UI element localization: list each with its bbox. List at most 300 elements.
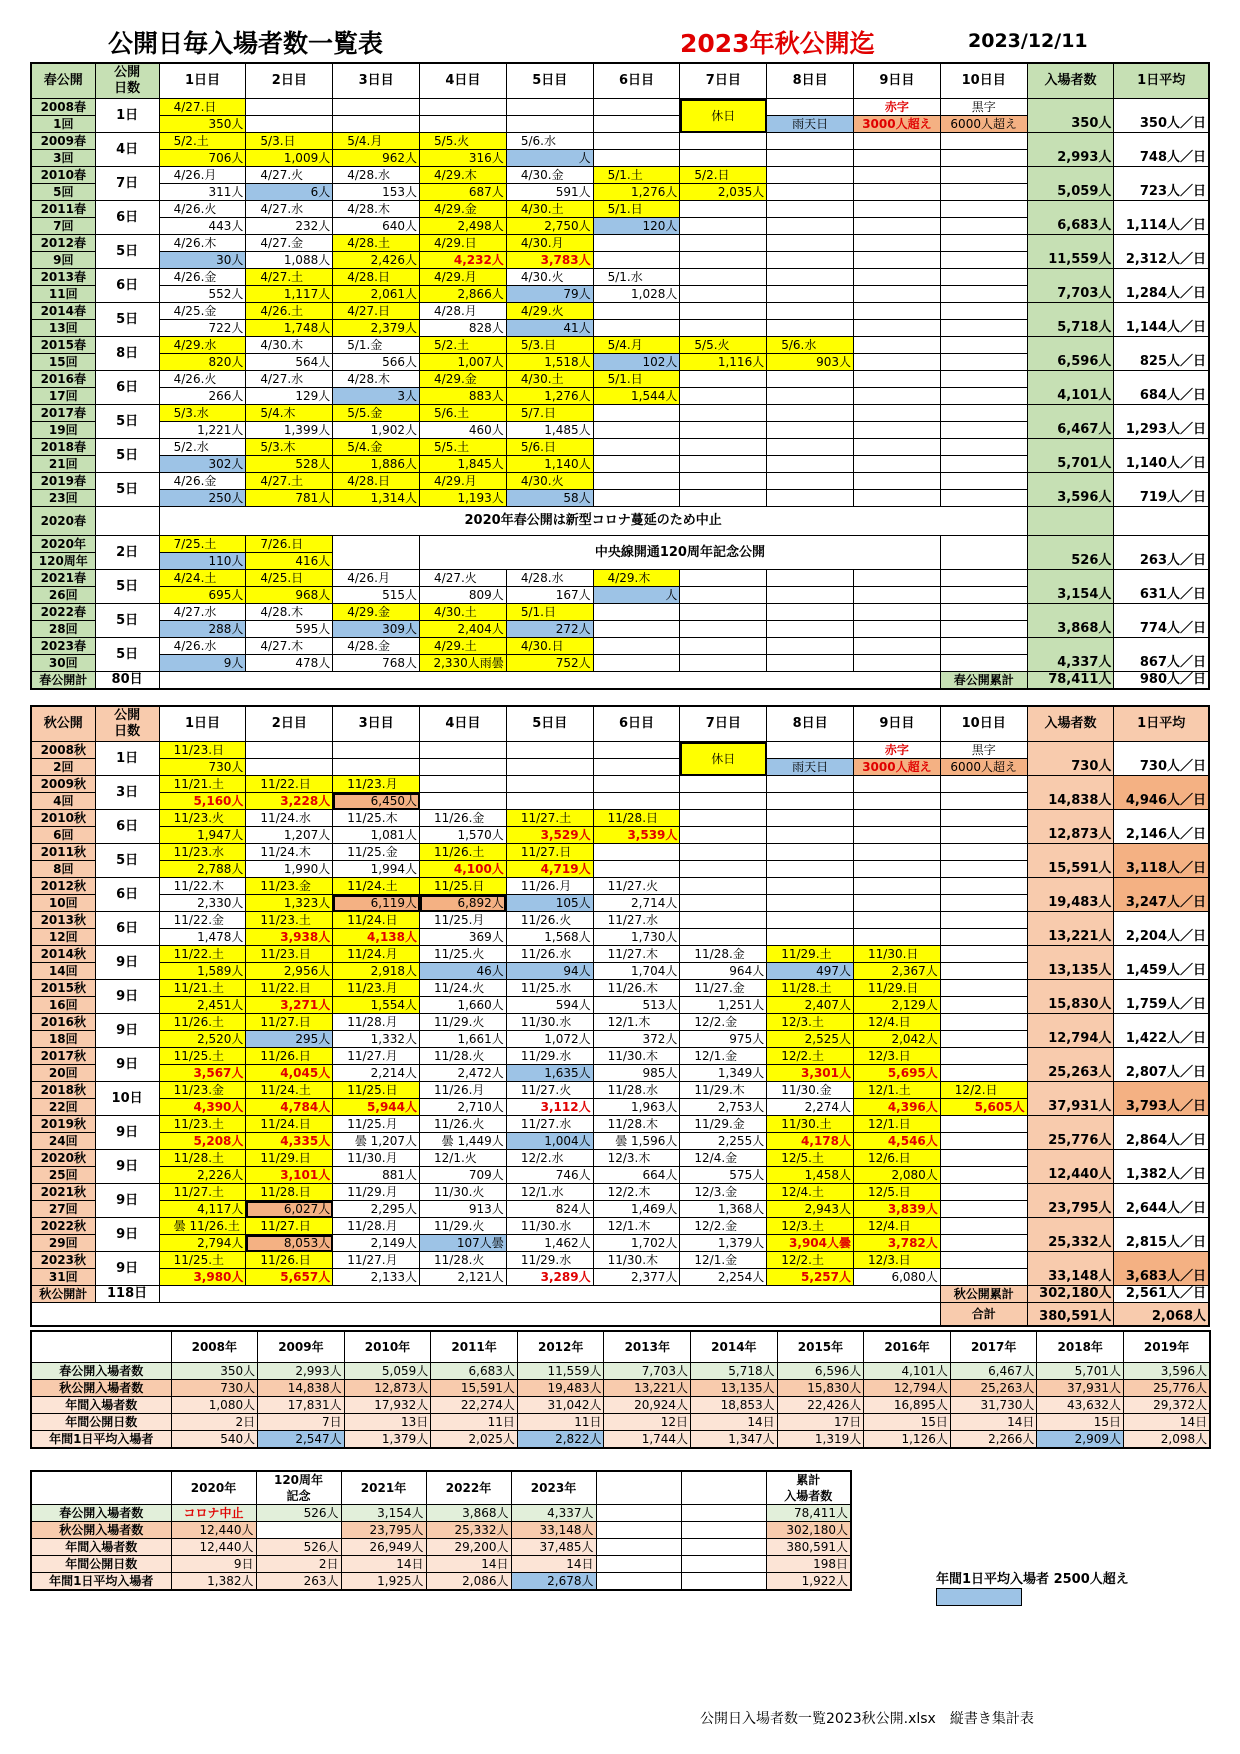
day-count: 1,117人	[246, 286, 333, 303]
day-count: 1,276人	[506, 388, 593, 405]
day-date	[940, 1184, 1027, 1201]
year-value: 22,274人	[431, 1397, 518, 1414]
day-count: 3,904人曇	[767, 1235, 854, 1252]
day-count: 2,367人	[854, 963, 941, 980]
row-days: 5日	[95, 405, 159, 439]
day-date: 11/22.日	[246, 980, 333, 997]
year-value: 263人	[256, 1573, 341, 1591]
day-date: 11/30.日	[854, 946, 941, 963]
day-count	[854, 184, 941, 201]
year-header: 2015年	[777, 1331, 864, 1363]
day-date	[680, 570, 767, 587]
row-total: 5,059人	[1027, 167, 1114, 201]
day-date: 4/27.水	[246, 201, 333, 218]
day-count	[593, 621, 680, 638]
day-count: 968人	[246, 587, 333, 604]
row-average: 3,247人／日	[1114, 878, 1209, 912]
day-count: 3,101人	[246, 1167, 333, 1184]
row-days: 6日	[95, 810, 159, 844]
day-date: 4/29.木	[420, 167, 507, 184]
day-count	[854, 150, 941, 167]
footer-filename: 公開日入場者数一覧2023秋公開.xlsx 縦書き集計表	[700, 1711, 1034, 1727]
table-row	[31, 473, 1209, 490]
day-date: 11/25.木	[333, 810, 420, 827]
day-count: 4,100人	[420, 861, 507, 878]
year-header: 2023年	[511, 1471, 596, 1505]
day-count	[854, 587, 941, 604]
day-count: 1,221人	[159, 422, 246, 439]
day-date: 11/29.月	[333, 1184, 420, 1201]
day-count: 1,635人	[506, 1065, 593, 1082]
day-count: 1,140人	[506, 456, 593, 473]
column-header: 9日目	[854, 63, 941, 99]
day-count: 2,330人	[159, 895, 246, 912]
table-row	[31, 1539, 851, 1556]
row-total: 526人	[1027, 536, 1114, 570]
day-date: 4/28.木	[333, 201, 420, 218]
column-header: 10日目	[940, 706, 1027, 742]
day-date: 11/28.土	[159, 1150, 246, 1167]
day-date: 12/4.金	[680, 1150, 767, 1167]
row-average: 4,946人／日	[1114, 776, 1209, 810]
day-date: 12/3.土	[767, 1014, 854, 1031]
day-date: 11/30.水	[506, 1218, 593, 1235]
year-value: 3,154人	[341, 1505, 426, 1522]
cell	[31, 1471, 171, 1505]
day-count	[506, 116, 593, 133]
day-count: 2,274人	[767, 1099, 854, 1116]
day-count	[940, 1065, 1027, 1082]
spring-table	[30, 62, 1210, 690]
day-date	[940, 946, 1027, 963]
day-date: 11/23.月	[333, 776, 420, 793]
row-average: 825人／日	[1114, 337, 1209, 371]
day-date: 4/28.水	[333, 167, 420, 184]
day-date: 12/1.金	[680, 1048, 767, 1065]
year-header: 2008年	[171, 1331, 258, 1363]
day-count	[246, 759, 333, 776]
day-count: 2,133人	[333, 1269, 420, 1286]
day-count	[593, 456, 680, 473]
row-total: 2,993人	[1027, 133, 1114, 167]
day-date	[333, 99, 420, 116]
day-date: 4/28.金	[333, 638, 420, 655]
day-date: 11/27.月	[333, 1252, 420, 1269]
row-average: 2,312人／日	[1114, 235, 1209, 269]
year-value: コロナ中止	[171, 1505, 256, 1522]
day-count: 1,399人	[246, 422, 333, 439]
day-date: 5/1.金	[333, 337, 420, 354]
row-total: 3,596人	[1027, 473, 1114, 507]
day-count	[593, 252, 680, 269]
day-count: 129人	[246, 388, 333, 405]
day-date: 11/26.日	[246, 1252, 333, 1269]
day-count: 722人	[159, 320, 246, 337]
day-count	[767, 490, 854, 507]
row-days: 2日	[95, 536, 159, 570]
day-count: 3,228人	[246, 793, 333, 810]
grand-average: 2,068人	[1114, 1303, 1209, 1327]
year-value: 18,853人	[691, 1397, 778, 1414]
day-count: 266人	[159, 388, 246, 405]
day-date	[680, 776, 767, 793]
day-count	[767, 184, 854, 201]
day-date: 11/30.月	[333, 1150, 420, 1167]
row-number: 26回	[31, 587, 95, 604]
day-count	[854, 621, 941, 638]
day-date: 11/22.日	[246, 776, 333, 793]
row-number: 19回	[31, 422, 95, 439]
day-date: 12/1.木	[593, 1218, 680, 1235]
table-row	[31, 912, 1209, 929]
year-value: 25,263人	[950, 1380, 1037, 1397]
day-count	[940, 1167, 1027, 1184]
legend-red: 赤字	[854, 99, 941, 116]
year-value: 20,924人	[604, 1397, 691, 1414]
day-count: 3,271人	[246, 997, 333, 1014]
day-count: 1,661人	[420, 1031, 507, 1048]
day-date: 5/2.土	[159, 133, 246, 150]
row-number: 31回	[31, 1269, 95, 1286]
year-value: 2,547人	[258, 1431, 345, 1449]
day-date	[593, 638, 680, 655]
row-total: 12,440人	[1027, 1150, 1114, 1184]
day-count	[854, 388, 941, 405]
day-count: 167人	[506, 587, 593, 604]
header-row	[31, 706, 1209, 742]
day-date	[246, 742, 333, 759]
day-date	[940, 878, 1027, 895]
day-date: 4/27.日	[159, 99, 246, 116]
day-count: 3,112人	[506, 1099, 593, 1116]
table-row	[31, 1397, 1210, 1414]
day-date: 12/4.日	[854, 1218, 941, 1235]
day-count	[854, 895, 941, 912]
day-date: 12/1.土	[854, 1082, 941, 1099]
day-count	[333, 116, 420, 133]
day-count: 6,450人	[333, 793, 420, 810]
row-number: 20回	[31, 1065, 95, 1082]
row-average: 719人／日	[1114, 473, 1209, 507]
day-date: 5/1.日	[506, 604, 593, 621]
row-number: 1回	[31, 116, 95, 133]
day-date	[680, 133, 767, 150]
day-count: 1,902人	[333, 422, 420, 439]
day-count	[680, 929, 767, 946]
anniversary-note: 中央線開通120周年記念公開	[420, 536, 941, 570]
day-count: 人	[506, 150, 593, 167]
day-date	[940, 167, 1027, 184]
day-count: 2,918人	[333, 963, 420, 980]
row-days: 5日	[95, 570, 159, 604]
column-header: 9日目	[854, 706, 941, 742]
day-date	[420, 776, 507, 793]
day-date: 11/27.水	[506, 1116, 593, 1133]
row-number: 18回	[31, 1031, 95, 1048]
day-count: 687人	[420, 184, 507, 201]
day-count: 6,119人	[333, 895, 420, 912]
year-value	[596, 1505, 681, 1522]
day-date: 11/29.火	[420, 1014, 507, 1031]
year-header: 2013年	[604, 1331, 691, 1363]
row-total	[1027, 507, 1114, 536]
day-count	[940, 655, 1027, 672]
day-date: 4/29.土	[420, 638, 507, 655]
year-value: 14日	[950, 1414, 1037, 1431]
row-number: 8回	[31, 861, 95, 878]
day-count: 41人	[506, 320, 593, 337]
sum-label: 春公開計	[31, 672, 95, 690]
day-count: 1,207人	[246, 827, 333, 844]
day-date	[854, 405, 941, 422]
day-date	[854, 912, 941, 929]
day-date	[940, 405, 1027, 422]
row-days: 1日	[95, 742, 159, 776]
day-date: 11/27.土	[506, 810, 593, 827]
day-count	[593, 793, 680, 810]
row-label: 年間1日平均入場者	[31, 1431, 171, 1449]
day-count: 1,379人	[680, 1235, 767, 1252]
column-header: 秋公開	[31, 706, 95, 742]
row-average: 1,422人／日	[1114, 1014, 1209, 1048]
day-count	[680, 861, 767, 878]
year-header	[596, 1471, 681, 1505]
row-year: 2013秋	[31, 912, 95, 929]
year-value: 1,347人	[691, 1431, 778, 1449]
row-label: 秋公開入場者数	[31, 1522, 171, 1539]
day-date	[854, 133, 941, 150]
row-label: 年間入場者数	[31, 1397, 171, 1414]
year-header: 2022年	[426, 1471, 511, 1505]
day-count: 975人	[680, 1031, 767, 1048]
day-count: 1,702人	[593, 1235, 680, 1252]
row-number: 5回	[31, 184, 95, 201]
year-value: 15,591人	[431, 1380, 518, 1397]
year-value: 2,266人	[950, 1431, 1037, 1449]
day-date	[940, 1218, 1027, 1235]
sum-row	[31, 1286, 1209, 1303]
day-date: 11/27.水	[593, 912, 680, 929]
year-value: 17,932人	[344, 1397, 431, 1414]
day-date: 11/22.木	[159, 878, 246, 895]
day-date: 12/2.水	[506, 1150, 593, 1167]
table-row	[31, 167, 1209, 184]
day-count: 695人	[159, 587, 246, 604]
day-count: 3,938人	[246, 929, 333, 946]
day-date: 11/29.日	[854, 980, 941, 997]
row-year: 2019春	[31, 473, 95, 490]
day-count: 79人	[506, 286, 593, 303]
day-date: 11/26.日	[246, 1048, 333, 1065]
day-date: 11/27.日	[506, 844, 593, 861]
day-date	[854, 337, 941, 354]
day-count	[767, 286, 854, 303]
year-value: 1,922人	[766, 1573, 851, 1591]
table-row	[31, 776, 1209, 793]
day-date: 12/2.金	[680, 1218, 767, 1235]
year-value: 1,925人	[341, 1573, 426, 1591]
day-count	[767, 929, 854, 946]
day-date: 4/27.火	[420, 570, 507, 587]
day-count: 2,042人	[854, 1031, 941, 1048]
year-value: 12,440人	[171, 1522, 256, 1539]
day-date	[506, 99, 593, 116]
day-count: 309人	[333, 621, 420, 638]
day-date: 11/27.木	[593, 946, 680, 963]
row-average: 263人／日	[1114, 536, 1209, 570]
day-count	[593, 320, 680, 337]
day-date	[593, 439, 680, 456]
day-count: 2,788人	[159, 861, 246, 878]
year-header: 2012年	[517, 1331, 604, 1363]
day-date: 11/26.金	[420, 810, 507, 827]
day-date: 4/27.土	[246, 473, 333, 490]
day-date: 12/2.土	[767, 1048, 854, 1065]
day-count: 3,539人	[593, 827, 680, 844]
table-row	[31, 269, 1209, 286]
day-count	[940, 286, 1027, 303]
table-row	[31, 604, 1209, 621]
table-row	[31, 337, 1209, 354]
day-date: 5/1.水	[593, 269, 680, 286]
day-count	[767, 587, 854, 604]
day-date: 4/30.火	[506, 269, 593, 286]
year-value	[596, 1522, 681, 1539]
day-count	[680, 490, 767, 507]
day-count	[246, 116, 333, 133]
table-row	[31, 1431, 1210, 1449]
year-value: 2日	[256, 1556, 341, 1573]
day-date: 11/29.金	[680, 1116, 767, 1133]
day-date	[506, 776, 593, 793]
day-count	[506, 759, 593, 776]
yearly-summary-table-1	[30, 1330, 1211, 1449]
day-count	[854, 456, 941, 473]
day-date: 4/28.月	[420, 303, 507, 320]
day-date: 12/4.土	[767, 1184, 854, 1201]
day-count: 6,080人	[854, 1269, 941, 1286]
day-count: 478人	[246, 655, 333, 672]
row-days: 5日	[95, 303, 159, 337]
row-number: 12回	[31, 929, 95, 946]
day-date: 11/24.木	[246, 844, 333, 861]
day-date: 11/24.火	[420, 980, 507, 997]
day-date	[680, 405, 767, 422]
row-average: 2,204人／日	[1114, 912, 1209, 946]
day-date	[854, 604, 941, 621]
column-header: 春公開	[31, 63, 95, 99]
legend-label: 年間1日平均入場者 2500人超え	[936, 1572, 1129, 1587]
table-row	[31, 1082, 1209, 1099]
day-date	[767, 912, 854, 929]
day-date	[593, 99, 680, 116]
table-row	[31, 946, 1209, 963]
day-date: 5/6.日	[506, 439, 593, 456]
day-date: 11/23.金	[159, 1082, 246, 1099]
day-date	[854, 303, 941, 320]
row-number: 9回	[31, 252, 95, 269]
day-count	[854, 218, 941, 235]
day-count: 58人	[506, 490, 593, 507]
legend-blank	[767, 99, 854, 116]
table-row	[31, 133, 1209, 150]
year-value: 13日	[344, 1414, 431, 1431]
day-date	[593, 473, 680, 490]
row-number: 17回	[31, 388, 95, 405]
day-date: 12/4.日	[854, 1014, 941, 1031]
row-number: 30回	[31, 655, 95, 672]
day-date	[680, 439, 767, 456]
day-count	[854, 793, 941, 810]
column-header: 1日平均	[1114, 706, 1209, 742]
day-count	[940, 218, 1027, 235]
day-count: 2,061人	[333, 286, 420, 303]
day-date	[854, 167, 941, 184]
row-days: 9日	[95, 1184, 159, 1218]
year-value: 2日	[171, 1414, 258, 1431]
day-count	[333, 759, 420, 776]
day-date	[940, 303, 1027, 320]
row-days: 6日	[95, 201, 159, 235]
day-date	[940, 201, 1027, 218]
day-count: 5,257人	[767, 1269, 854, 1286]
table-row	[31, 1573, 851, 1591]
day-date: 4/27.土	[246, 269, 333, 286]
day-date: 7/26.日	[246, 536, 333, 553]
row-year: 2022春	[31, 604, 95, 621]
row-number: 120周年	[31, 553, 95, 570]
row-year: 2020年	[31, 536, 95, 553]
row-average	[1114, 507, 1209, 536]
day-count: 2,377人	[593, 1269, 680, 1286]
day-count	[680, 587, 767, 604]
row-total: 23,795人	[1027, 1184, 1114, 1218]
row-total: 14,838人	[1027, 776, 1114, 810]
day-count	[680, 320, 767, 337]
day-count: 4,396人	[854, 1099, 941, 1116]
day-date: 12/6.日	[854, 1150, 941, 1167]
day-count	[940, 1201, 1027, 1218]
row-total: 4,101人	[1027, 371, 1114, 405]
day-date: 4/30.金	[506, 167, 593, 184]
row-number: 2回	[31, 759, 95, 776]
day-count	[940, 895, 1027, 912]
row-number: 3回	[31, 150, 95, 167]
day-count: 2,035人	[680, 184, 767, 201]
row-days: 6日	[95, 269, 159, 303]
day-count: 4,719人	[506, 861, 593, 878]
day-date: 11/24.水	[246, 810, 333, 827]
day-count: 515人	[333, 587, 420, 604]
year-value: 2,025人	[431, 1431, 518, 1449]
day-date: 11/27.火	[593, 878, 680, 895]
day-date: 11/26.火	[420, 1116, 507, 1133]
year-value: 29,200人	[426, 1539, 511, 1556]
day-count	[940, 861, 1027, 878]
row-average: 2,644人／日	[1114, 1184, 1209, 1218]
row-average: 3,793人／日	[1114, 1082, 1209, 1116]
day-date: 4/27.木	[246, 638, 333, 655]
day-date: 5/6.水	[767, 337, 854, 354]
day-date	[680, 878, 767, 895]
day-date	[854, 269, 941, 286]
year-header: 2021年	[341, 1471, 426, 1505]
day-date	[420, 99, 507, 116]
year-value	[596, 1573, 681, 1591]
day-count	[854, 320, 941, 337]
row-year: 2020春	[31, 507, 95, 536]
row-year: 2022秋	[31, 1218, 95, 1235]
